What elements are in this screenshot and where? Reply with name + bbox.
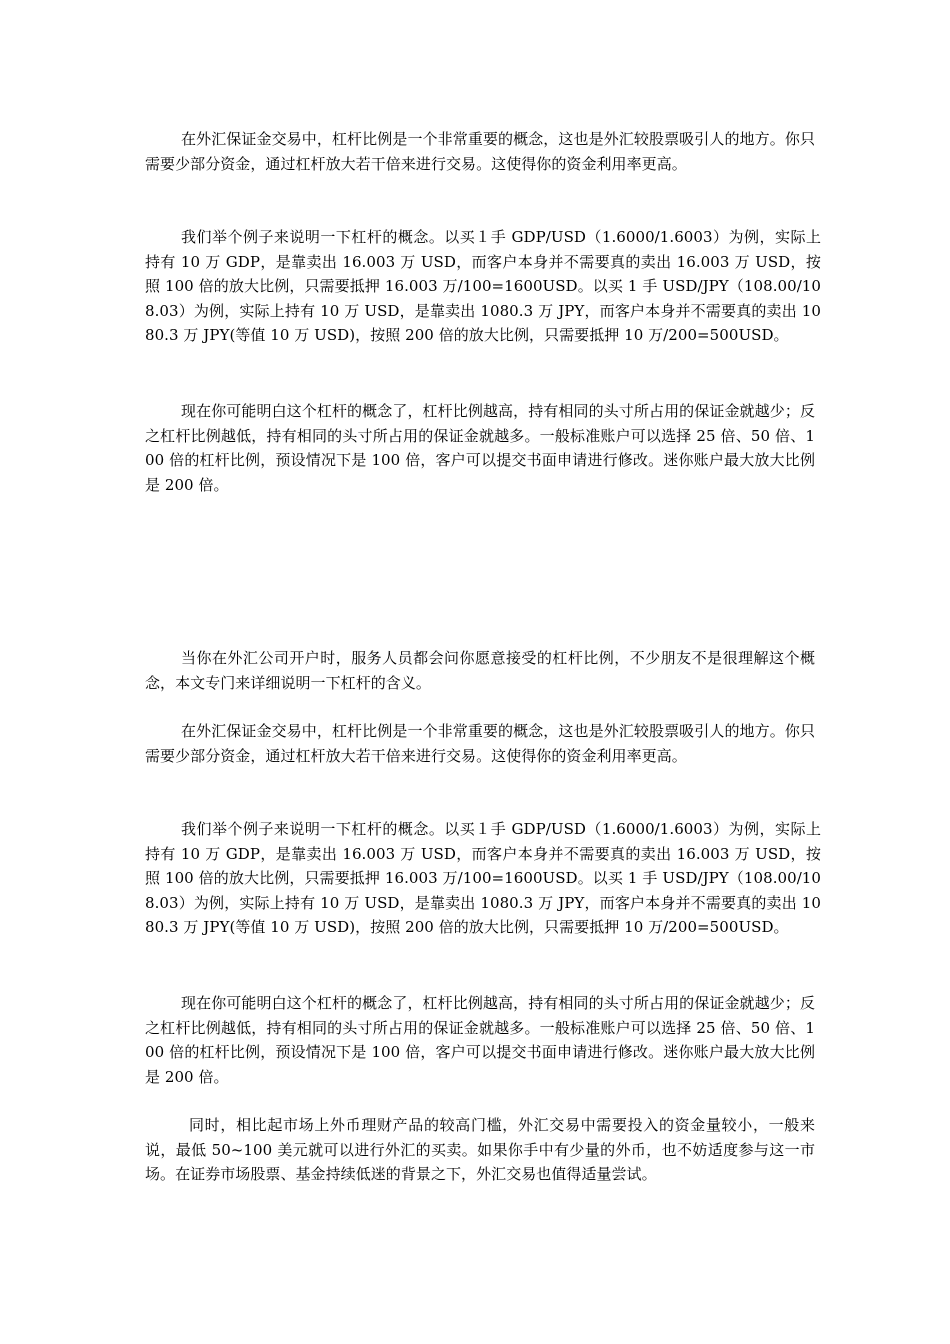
paragraph-leverage-ratio-repeat: 现在你可能明白这个杠杆的概念了，杠杆比例越高，持有相同的头寸所占用的保证金就越少；反之杠杆比例越低，持有相同的头寸所占用的保证金就越多。一般标准账户可以选择 25 倍、50 倍、100 倍的杠杆比例，预设情况下是 100 倍，客户可以提交书面申请进行修改。迷你账户最大放大比例是 200 倍。 (145, 994, 815, 1086)
paragraph-small-capital: 同时，相比起市场上外币理财产品的较高门槛，外汇交易中需要投入的资金量较小，一般来说，最低 50~100 美元就可以进行外汇的买卖。如果你手中有少量的外币，也不妨适度参与这一市场。在证券市场股票、基金持续低迷的背景之下，外汇交易也值得适量尝试。 (145, 1116, 815, 1183)
paragraph-leverage-example: 我们举个例子来说明一下杠杆的概念。以买１手 GDP/USD（1.6000/1.6003）为例，实际上持有 10 万 GDP，是靠卖出 16.003 万 USD，而客户本身并不需要真的卖出 16.003 万 USD，按照 100 倍的放大比例，只需要抵押 16.003 万/100=1600USD。以买 1 手 USD/JPY（108.00/108.03）为例，实际上持有 10 万 USD，是靠卖出 1080.3 万 JPY，而客户本身并不需要真的卖出 1080.3 万 JPY(等值 10 万 USD)，按照 200 倍的放大比例，只需要抵押 10 万/200=500USD。 (145, 228, 821, 344)
paragraph-leverage-ratio: 现在你可能明白这个杠杆的概念了，杠杆比例越高，持有相同的头寸所占用的保证金就越少；反之杠杆比例越低，持有相同的头寸所占用的保证金就越多。一般标准账户可以选择 25 倍、50 倍、100 倍的杠杆比例，预设情况下是 100 倍，客户可以提交书面申请进行修改。迷你账户最大放大比例是 200 倍。 (145, 402, 815, 494)
paragraph-leverage-example-repeat: 我们举个例子来说明一下杠杆的概念。以买１手 GDP/USD（1.6000/1.6003）为例，实际上持有 10 万 GDP，是靠卖出 16.003 万 USD，而客户本身并不需要真的卖出 16.003 万 USD，按照 100 倍的放大比例，只需要抵押 16.003 万/100=1600USD。以买 1 手 USD/JPY（108.00/108.03）为例，实际上持有 10 万 USD，是靠卖出 1080.3 万 JPY，而客户本身并不需要真的卖出 1080.3 万 JPY(等值 10 万 USD)，按照 200 倍的放大比例，只需要抵押 10 万/200=500USD。 (145, 820, 821, 936)
paragraph-leverage-intro: 在外汇保证金交易中，杠杆比例是一个非常重要的概念，这也是外汇较股票吸引人的地方。你只需要少部分资金，通过杠杆放大若干倍来进行交易。这使得你的资金利用率更高。 (145, 130, 815, 173)
paragraph-leverage-intro-repeat: 在外汇保证金交易中，杠杆比例是一个非常重要的概念，这也是外汇较股票吸引人的地方。你只需要少部分资金，通过杠杆放大若干倍来进行交易。这使得你的资金利用率更高。 (145, 722, 815, 765)
paragraph-account-opening: 当你在外汇公司开户时，服务人员都会问你愿意接受的杠杆比例，不少朋友不是很理解这个概念，本文专门来详细说明一下杠杆的含义。 (145, 649, 815, 692)
